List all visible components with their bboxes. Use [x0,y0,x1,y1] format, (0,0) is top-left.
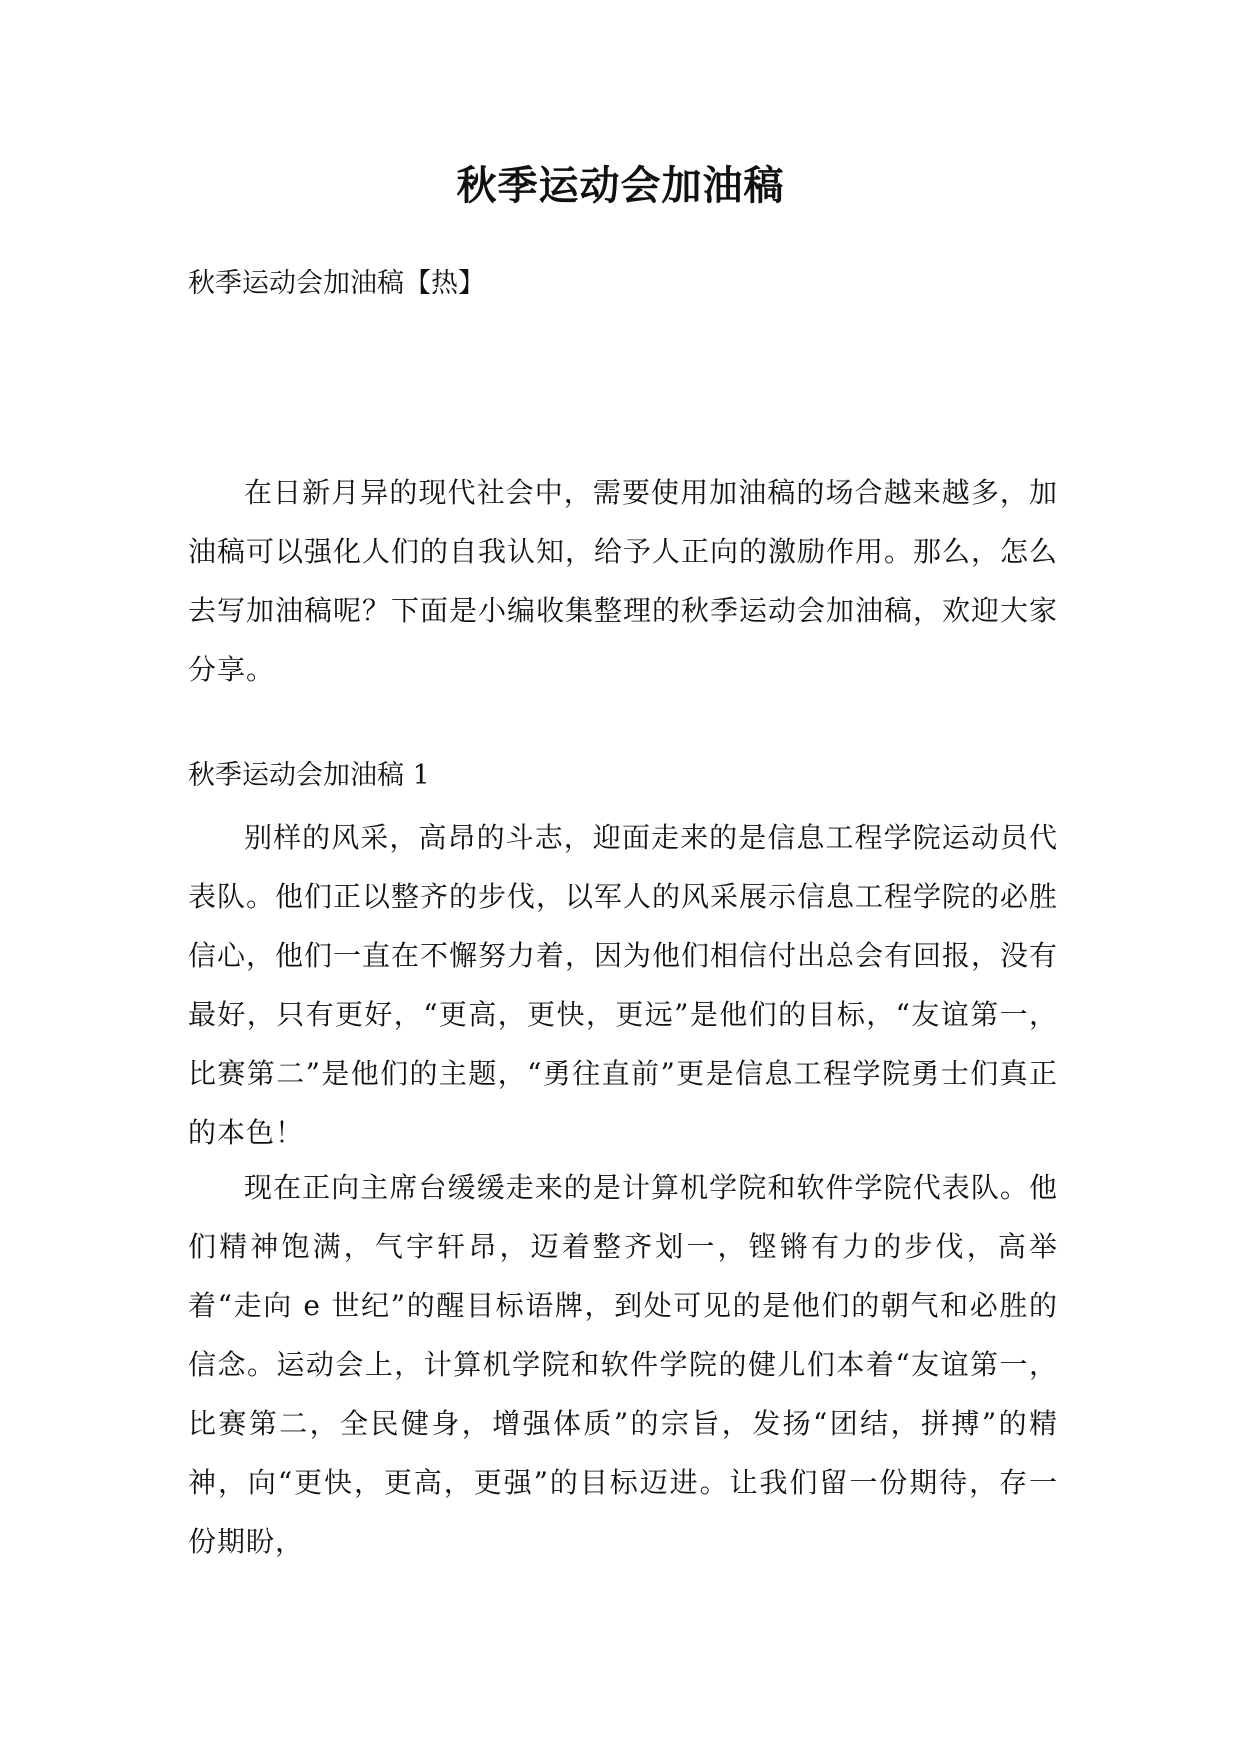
document-title: 秋季运动会加油稿 [456,162,785,209]
body-paragraph-1: 别样的风采，高昂的斗志，迎面走来的是信息工程学院运动员代表队。他们正以整齐的步伐，以军人的风采展示信息工程学院的必胜信心，他们一直在不懈努力着，因为他们相信付出总会有回报，没有最好，只有更好，“更高，更快，更远”是他们的目标，“友谊第一，比赛第二”是他们的主题，“勇往直前”更是信息工程学院勇士们真正的本色！ [188,821,1059,1149]
section-heading: 秋季运动会加油稿 1 [188,760,430,791]
document-subtitle: 秋季运动会加油稿【热】 [188,268,485,299]
intro-paragraph: 在日新月异的现代社会中，需要使用加油稿的场合越来越多，加油稿可以强化人们的自我认知，给予人正向的激励作用。那么，怎么去写加油稿呢？下面是小编收集整理的秋季运动会加油稿，欢迎大家分享。 [188,476,1059,686]
body-paragraph-2: 现在正向主席台缓缓走来的是计算机学院和软件学院代表队。他们精神饱满，气宇轩昂，迈着整齐划一，铿锵有力的步伐，高举着“走向 e 世纪”的醒目标语牌，到处可见的是他们的朝气和必胜的信念。运动会上，计算机学院和软件学院的健儿们本着“友谊第一，比赛第二，全民健身，增强体质”的宗旨，发扬“团结，拼搏”的精神，向“更快，更高，更强”的目标迈进。让我们留一份期待，存一份期盼， [188,1171,1058,1558]
